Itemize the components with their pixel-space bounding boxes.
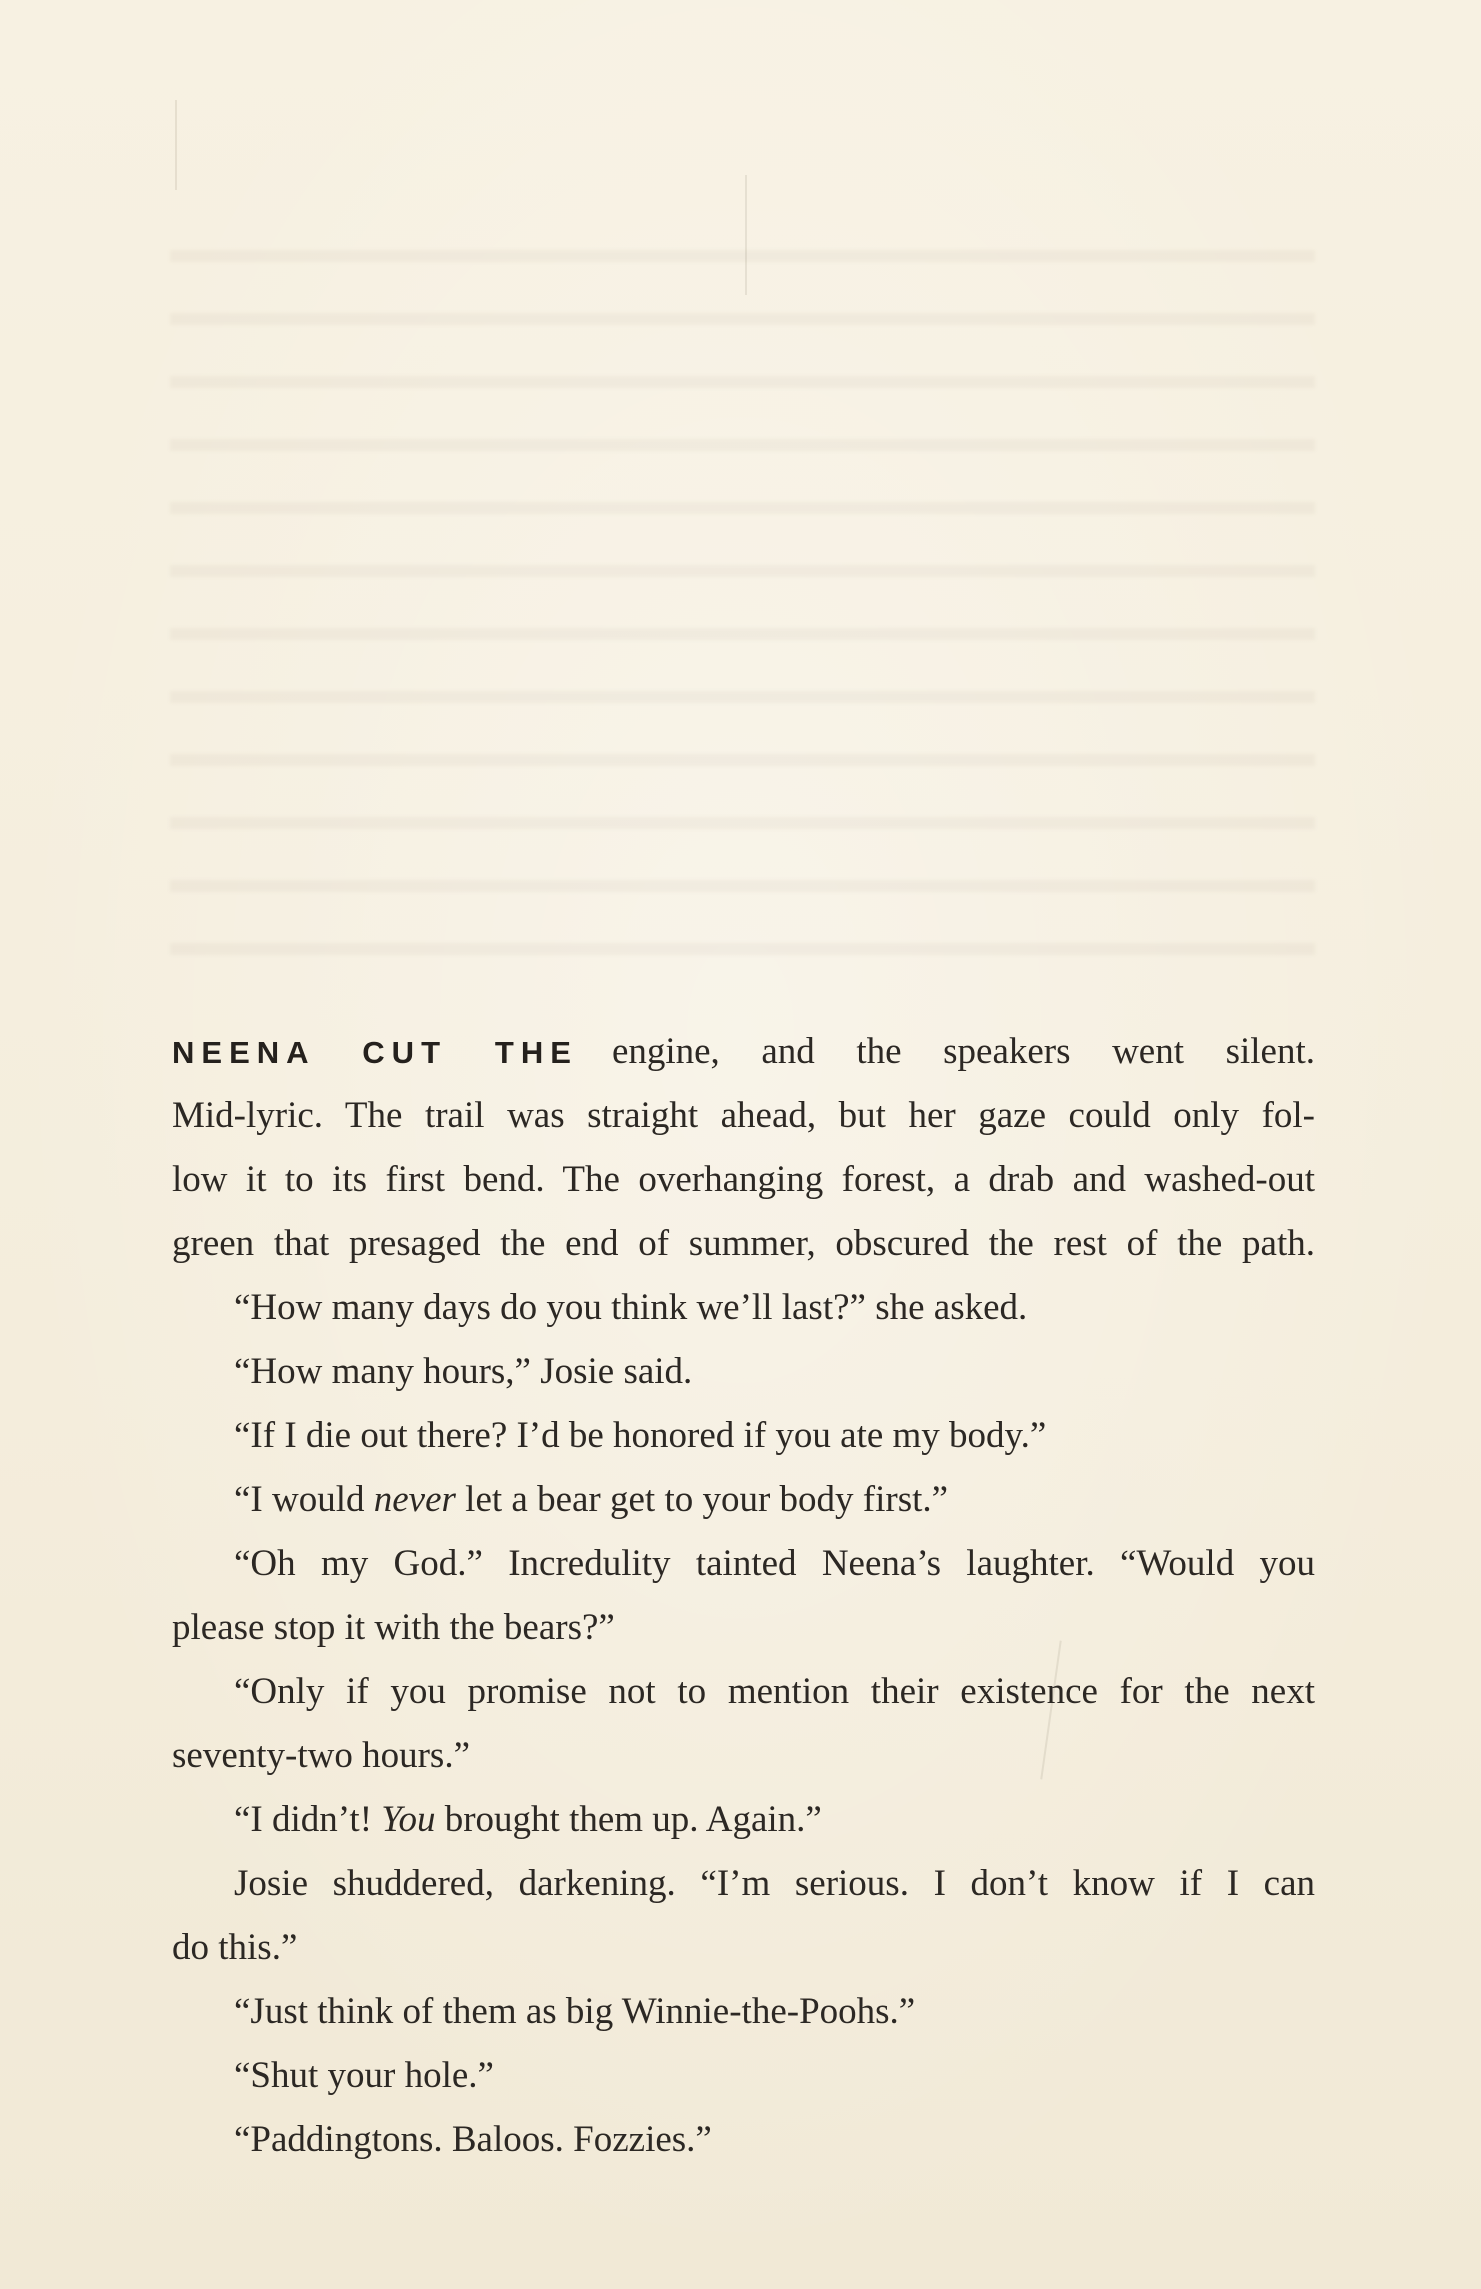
paper-crease [745, 175, 747, 295]
text-run: let a bear get to your body first.” [455, 1479, 949, 1520]
text-line: Josie shuddered, darkening. “I’m serious. I don’t know if I can [234, 1863, 1315, 1904]
text-line: “Oh my God.” Incredulity tainted Neena’s laughter. “Would you [234, 1543, 1315, 1584]
text-line: “How many hours,” Josie said. [234, 1351, 693, 1392]
text-line [172, 1468, 1315, 1532]
text-line: low it to its first bend. The overhanging forest, a drab and washed-out [172, 1159, 1315, 1200]
text-line: Mid-lyric. The trail was straight ahead, but her gaze could only fol- [172, 1095, 1315, 1136]
italic-run: You [381, 1799, 436, 1840]
text-line: “If I die out there? I’d be honored if you ate my body.” [234, 1415, 1047, 1456]
text-run: brought them up. Again.” [435, 1799, 822, 1840]
bleed-through-text [170, 210, 1315, 990]
text-line: “Only if you promise not to mention their existence for the next [234, 1671, 1315, 1712]
text-line: “Paddingtons. Baloos. Fozzies.” [234, 2119, 712, 2160]
chapter-text [172, 1020, 1315, 2172]
italic-run: never [373, 1479, 456, 1520]
paper-crease [175, 100, 177, 190]
chapter-lead-in: NEENA CUT THE [172, 1035, 578, 1070]
text-line: seventy-two hours.” [172, 1735, 470, 1776]
text-line: green that presaged the end of summer, obscured the rest of the path. [172, 1223, 1315, 1264]
text-line: please stop it with the bears?” [172, 1607, 615, 1648]
text-line: “How many days do you think we’ll last?” she asked. [234, 1287, 1028, 1328]
text-line: do this.” [172, 1927, 298, 1968]
text-run: “I would [234, 1479, 374, 1520]
text-line [172, 1020, 1315, 1084]
text-line [172, 1788, 1315, 1852]
text-run: engine, and the speakers went silent. [611, 1031, 1315, 1072]
text-line: “Just think of them as big Winnie-the-Poohs.” [234, 1991, 916, 2032]
text-line: “Shut your hole.” [234, 2055, 494, 2096]
text-run: “I didn’t! [234, 1799, 382, 1840]
